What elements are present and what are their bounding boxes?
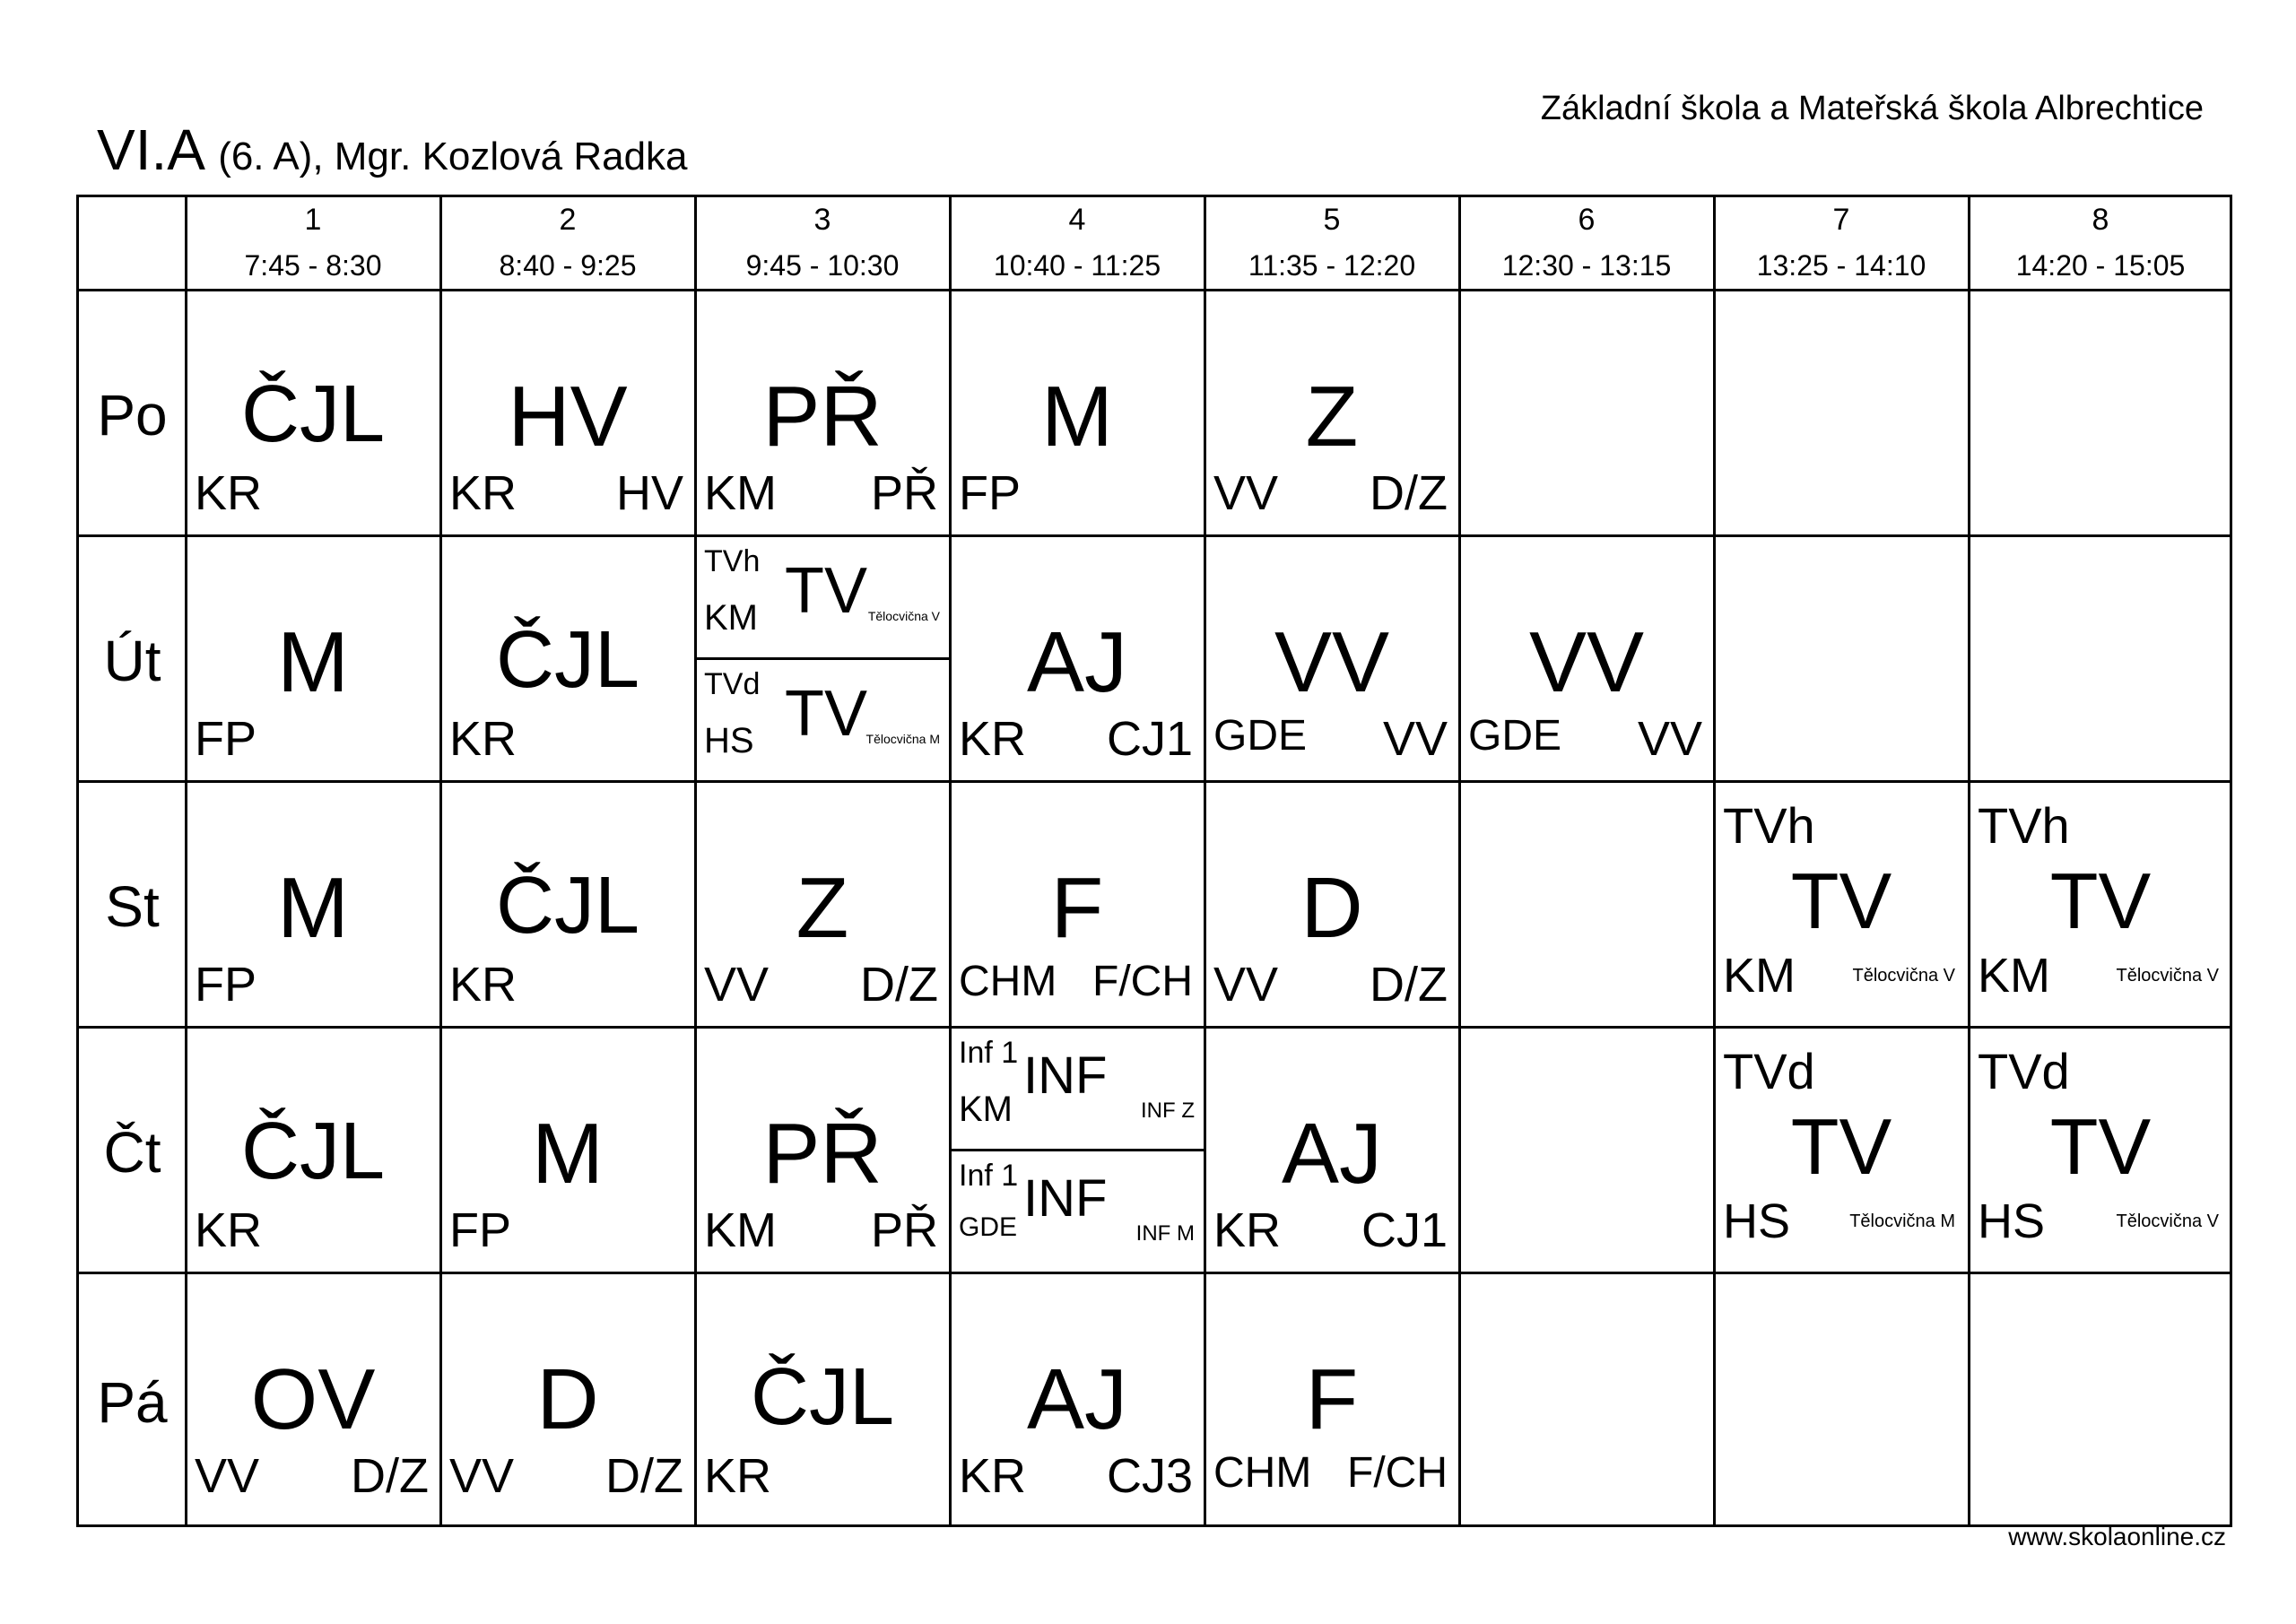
subject-label: D (1300, 860, 1363, 956)
subject-label: F (1305, 1351, 1359, 1447)
teacher-label: FP (959, 466, 1022, 520)
subject-label: TV (785, 555, 868, 627)
subject-label: TV (785, 678, 868, 750)
teacher-label: KM (704, 466, 777, 520)
subject-label: ČJL (495, 615, 640, 705)
subject-label: INF (1023, 1169, 1108, 1228)
period-time: 9:45 - 10:30 (745, 249, 900, 282)
subject-label: VV (1528, 614, 1645, 710)
subject-label: TV (1790, 1102, 1892, 1191)
room-label: CJ1 (1106, 712, 1193, 766)
teacher-label: VV (1213, 958, 1279, 1012)
period-number: 6 (1578, 203, 1596, 237)
room-label: INF Z (1141, 1099, 1195, 1123)
day-label: Út (103, 629, 161, 693)
teacher-label: VV (1213, 466, 1279, 520)
teacher-label: KM (959, 1090, 1013, 1129)
subject-label: HV (508, 369, 628, 465)
period-number: 5 (1323, 203, 1341, 237)
teacher-label: CHM (1213, 1449, 1312, 1497)
teacher-label: KR (449, 958, 517, 1012)
period-number: 7 (1832, 203, 1850, 237)
teacher-label: KR (449, 712, 517, 766)
teacher-label: VV (449, 1449, 515, 1503)
teacher-label: VV (704, 958, 770, 1012)
teacher-label: KR (449, 466, 517, 520)
subject-label: F (1050, 860, 1104, 956)
period-number: 2 (559, 203, 577, 237)
room-label: PŘ (870, 1203, 938, 1257)
room-label: D/Z (1370, 466, 1448, 520)
subject-label: AJ (1281, 1106, 1383, 1202)
room-label: Tělocvična M (865, 732, 940, 746)
class-name: VI.A (97, 117, 203, 182)
period-number: 4 (1068, 203, 1086, 237)
group-label: TVh (1723, 797, 1815, 854)
teacher-label: KR (195, 466, 263, 520)
teacher-label: GDE (1213, 712, 1308, 760)
teacher-label: KM (1978, 949, 2050, 1003)
row-divider (79, 534, 2230, 537)
period-time: 13:25 - 14:10 (1756, 249, 1926, 282)
teacher-label: CHM (959, 958, 1057, 1005)
period-time: 12:30 - 13:15 (1501, 249, 1672, 282)
period-time: 11:35 - 12:20 (1248, 249, 1416, 282)
period-time: 8:40 - 9:25 (499, 249, 637, 282)
teacher-label: GDE (959, 1212, 1018, 1242)
subject-label: ČJL (495, 861, 640, 951)
group-label: Inf 1 (959, 1159, 1019, 1193)
room-label: D/Z (860, 958, 938, 1012)
subject-label: M (277, 614, 349, 710)
subject-label: M (1041, 369, 1113, 465)
room-label: Tělocvična V (1852, 966, 1955, 986)
room-label: INF M (1135, 1221, 1195, 1246)
room-label: CJ1 (1361, 1203, 1448, 1257)
room-label: D/Z (605, 1449, 683, 1503)
room-label: D/Z (1370, 958, 1448, 1012)
room-label: VV (1382, 712, 1448, 766)
teacher-label: KR (195, 1203, 263, 1257)
day-label: Po (97, 383, 168, 447)
group-label: TVd (1723, 1043, 1815, 1099)
room-label: F/CH (1347, 1449, 1448, 1497)
column-divider (1968, 197, 1970, 1524)
day-label: Pá (97, 1370, 168, 1435)
subject-label: M (277, 860, 349, 956)
room-label: D/Z (351, 1449, 429, 1503)
subject-label: M (532, 1106, 604, 1202)
teacher-label: KR (959, 712, 1027, 766)
teacher-label: VV (195, 1449, 260, 1503)
room-label: F/CH (1092, 958, 1193, 1005)
subject-label: AJ (1026, 1351, 1128, 1447)
period-number: 3 (813, 203, 831, 237)
group-label: TVh (704, 544, 761, 578)
teacher-label: FP (449, 1203, 512, 1257)
teacher-label: FP (195, 712, 257, 766)
day-label: St (105, 874, 160, 939)
school-name: Základní škola a Mateřská škola Albrechtice (1540, 90, 2204, 127)
teacher-label: HS (704, 721, 754, 760)
room-label: Tělocvična V (2116, 1211, 2219, 1231)
split-divider (695, 657, 950, 660)
subject-label: ČJL (240, 369, 386, 459)
class-title (97, 117, 688, 182)
period-number: 8 (2092, 203, 2109, 237)
group-label: Inf 1 (959, 1036, 1019, 1070)
teacher-label: HS (1978, 1194, 2046, 1248)
subject-label: ČJL (750, 1352, 895, 1442)
group-label: TVh (1978, 797, 2070, 854)
subject-label: PŘ (762, 369, 883, 465)
room-label: Tělocvična V (2116, 966, 2219, 986)
subject-label: TV (2049, 856, 2152, 945)
teacher-label: FP (195, 958, 257, 1012)
column-divider (1713, 197, 1716, 1524)
period-time: 10:40 - 11:25 (993, 249, 1161, 282)
subject-label: Z (796, 860, 849, 956)
teacher-label: KR (959, 1449, 1027, 1503)
room-label: HV (615, 466, 683, 520)
subject-label: D (536, 1351, 599, 1447)
teacher-label: KR (704, 1449, 772, 1503)
row-divider (79, 1026, 2230, 1029)
class-subtitle: (6. A), Mgr. Kozlová Radka (218, 135, 688, 178)
subject-label: TV (1790, 856, 1892, 945)
group-label: TVd (704, 667, 761, 701)
period-number: 1 (304, 203, 322, 237)
teacher-label: KR (1213, 1203, 1282, 1257)
group-label: TVd (1978, 1043, 2070, 1099)
room-label: VV (1637, 712, 1702, 766)
row-divider (79, 289, 2230, 291)
teacher-label: KM (704, 1203, 777, 1257)
subject-label: TV (2049, 1102, 2152, 1191)
footer-url: www.skolaonline.cz (2008, 1523, 2226, 1550)
subject-label: PŘ (762, 1106, 883, 1202)
teacher-label: HS (1723, 1194, 1791, 1248)
subject-label: VV (1274, 614, 1390, 710)
subject-label: ČJL (240, 1107, 386, 1196)
subject-label: Z (1305, 369, 1359, 465)
subject-label: INF (1023, 1046, 1108, 1105)
row-divider (79, 780, 2230, 783)
day-label: Čt (103, 1120, 161, 1185)
teacher-label: GDE (1468, 712, 1562, 760)
subject-label: OV (250, 1351, 376, 1447)
timetable-grid (76, 195, 2232, 1527)
split-divider (950, 1149, 1205, 1151)
row-divider (79, 1272, 2230, 1274)
subject-label: AJ (1026, 614, 1128, 710)
teacher-label: KM (704, 598, 758, 638)
period-time: 14:20 - 15:05 (2015, 249, 2186, 282)
room-label: PŘ (870, 466, 938, 520)
period-time: 7:45 - 8:30 (244, 249, 382, 282)
teacher-label: KM (1723, 949, 1796, 1003)
room-label: Tělocvična V (867, 609, 940, 623)
room-label: CJ3 (1106, 1449, 1193, 1503)
room-label: Tělocvična M (1849, 1211, 1955, 1231)
